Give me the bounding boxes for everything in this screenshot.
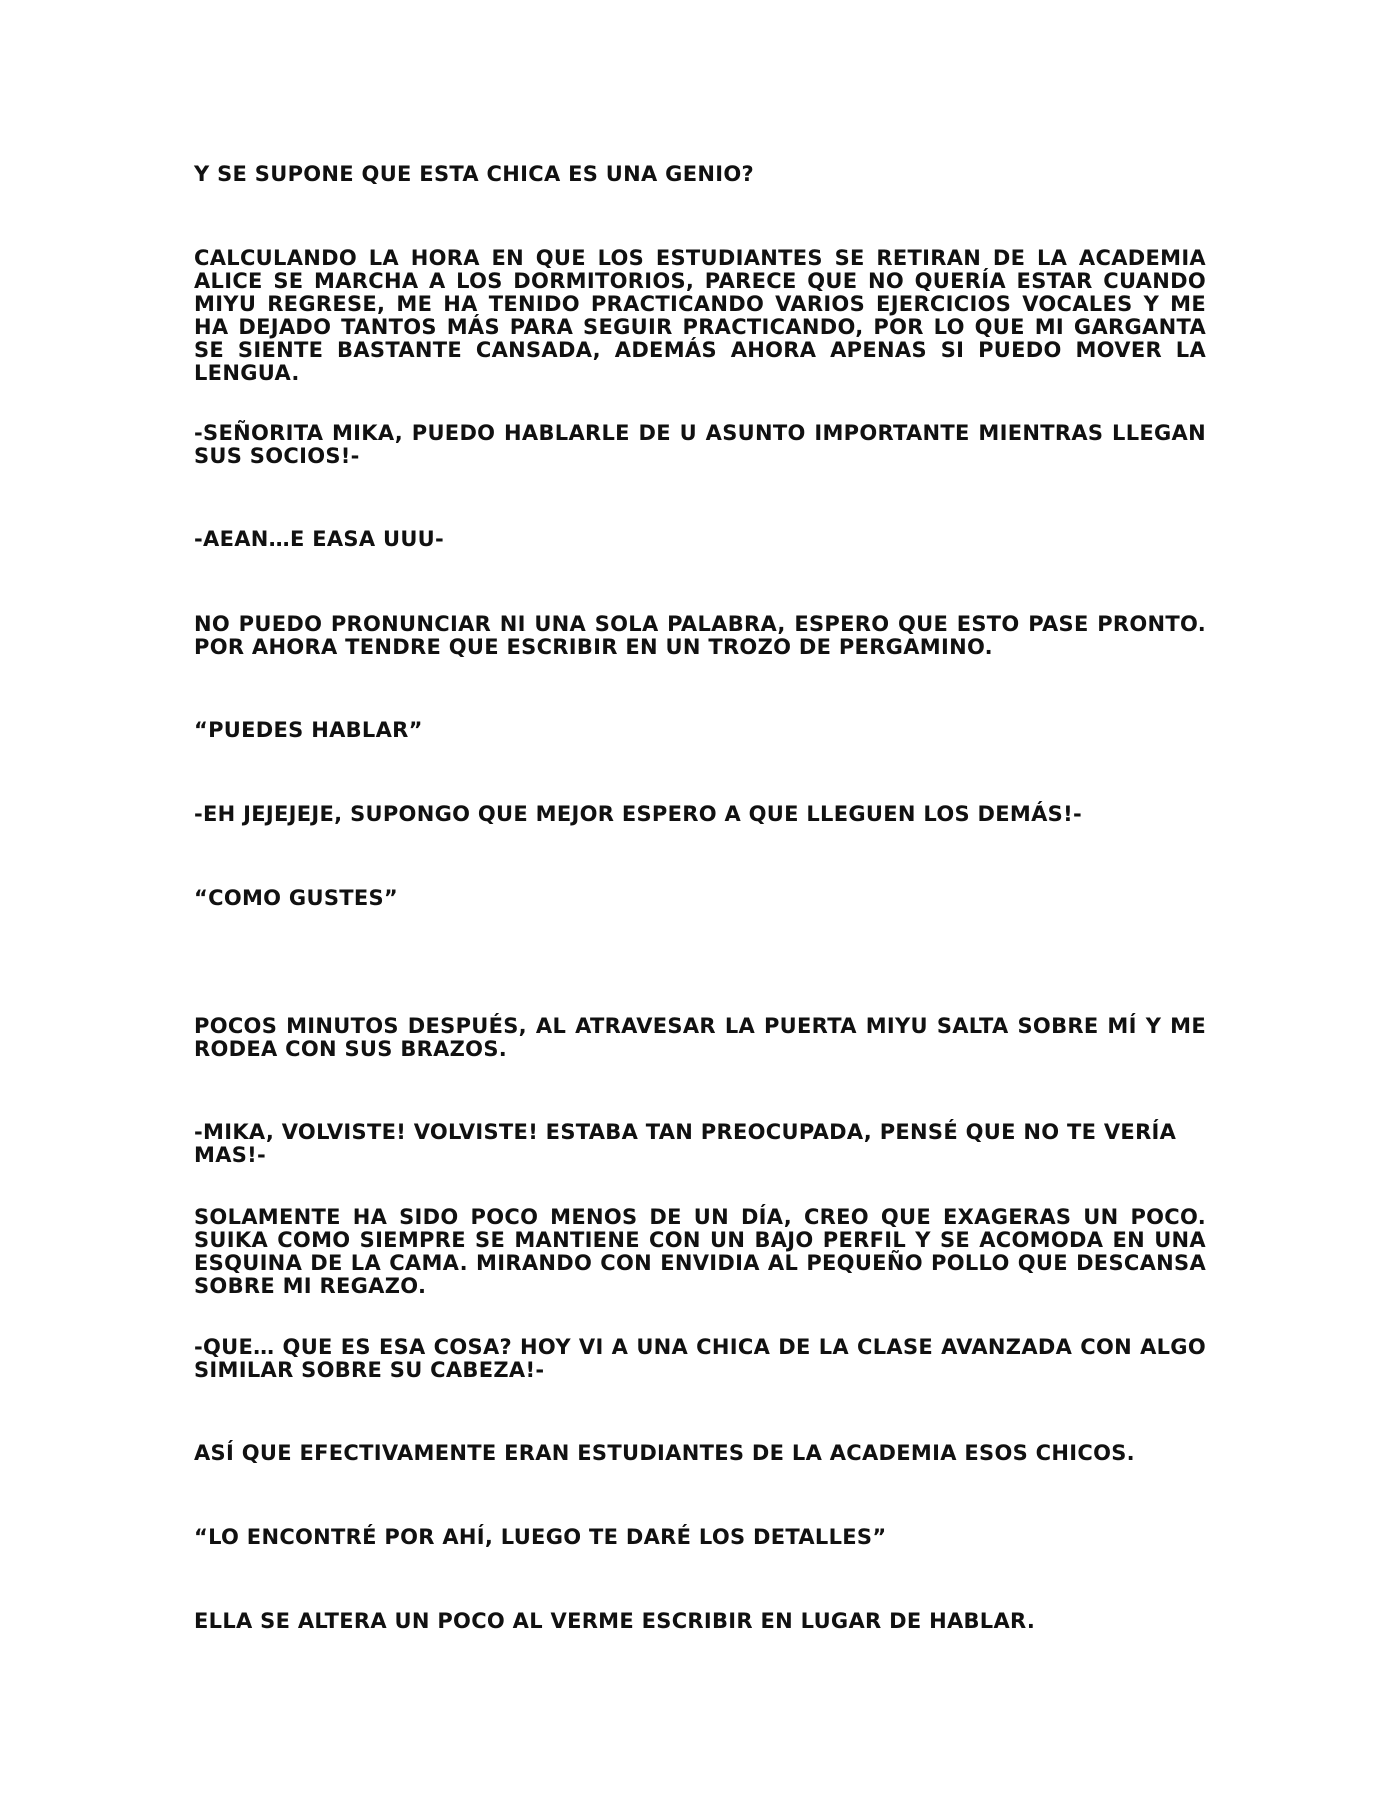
paragraph-8: “COMO GUSTES” <box>194 886 399 910</box>
paragraph-15: ELLA SE ALTERA UN POCO AL VERME ESCRIBIR EN LUGAR DE HABLAR. <box>194 1609 1036 1633</box>
paragraph-13: ASÍ QUE EFECTIVAMENTE ERAN ESTUDIANTES DE LA ACADEMIA ESOS CHICOS. <box>194 1441 1135 1465</box>
paragraph-2: CALCULANDO LA HORA EN QUE LOS ESTUDIANTES SE RETIRAN DE LA ACADEMIA ALICE SE MARCHA A LOS DORMITORIOS, PARECE QUE NO QUERÍA ESTAR CUANDO MIYU REGRESE, ME HA TENIDO PRACTICANDO VARIOS EJERCICIOS VOCALES Y ME HA DEJADO TANTOS MÁS PARA SEGUIR PRACTICANDO, POR LO QUE MI GARGANTA SE SIENTE BASTANTE CANSADA, ADEMÁS AHORA APENAS SI PUEDO MOVER LA LENGUA. <box>194 246 1206 385</box>
paragraph-1: Y SE SUPONE QUE ESTA CHICA ES UNA GENIO? <box>194 162 754 186</box>
paragraph-12: -QUE… QUE ES ESA COSA? HOY VI A UNA CHICA DE LA CLASE AVANZADA CON ALGO SIMILAR SOBRE SU CABEZA!- <box>194 1335 1206 1382</box>
paragraph-3: -SEÑORITA MIKA, PUEDO HABLARLE DE U ASUNTO IMPORTANTE MIENTRAS LLEGAN SUS SOCIOS!- <box>194 421 1206 468</box>
paragraph-10: -MIKA, VOLVISTE! VOLVISTE! ESTABA TAN PREOCUPADA, PENSÉ QUE NO TE VERÍA MAS!- <box>194 1120 1177 1167</box>
paragraph-14: “LO ENCONTRÉ POR AHÍ, LUEGO TE DARÉ LOS DETALLES” <box>194 1525 887 1549</box>
paragraph-11: SOLAMENTE HA SIDO POCO MENOS DE UN DÍA, CREO QUE EXAGERAS UN POCO. SUIKA COMO SIEMPRE SE MANTIENE CON UN BAJO PERFIL Y SE ACOMODA EN UNA ESQUINA DE LA CAMA. MIRANDO CON ENVIDIA AL PEQUEÑO POLLO QUE DESCANSA SOBRE MI REGAZO. <box>194 1205 1206 1298</box>
paragraph-6: “PUEDES HABLAR” <box>194 718 423 742</box>
paragraph-7: -EH JEJEJEJE, SUPONGO QUE MEJOR ESPERO A QUE LLEGUEN LOS DEMÁS!- <box>194 802 1082 826</box>
paragraph-5: NO PUEDO PRONUNCIAR NI UNA SOLA PALABRA, ESPERO QUE ESTO PASE PRONTO. POR AHORA TENDRE QUE ESCRIBIR EN UN TROZO DE PERGAMINO. <box>194 612 1206 659</box>
paragraph-9: POCOS MINUTOS DESPUÉS, AL ATRAVESAR LA PUERTA MIYU SALTA SOBRE MÍ Y ME RODEA CON SUS BRAZOS. <box>194 1014 1206 1061</box>
paragraph-4: -AEAN…E EASA UUU- <box>194 527 445 551</box>
